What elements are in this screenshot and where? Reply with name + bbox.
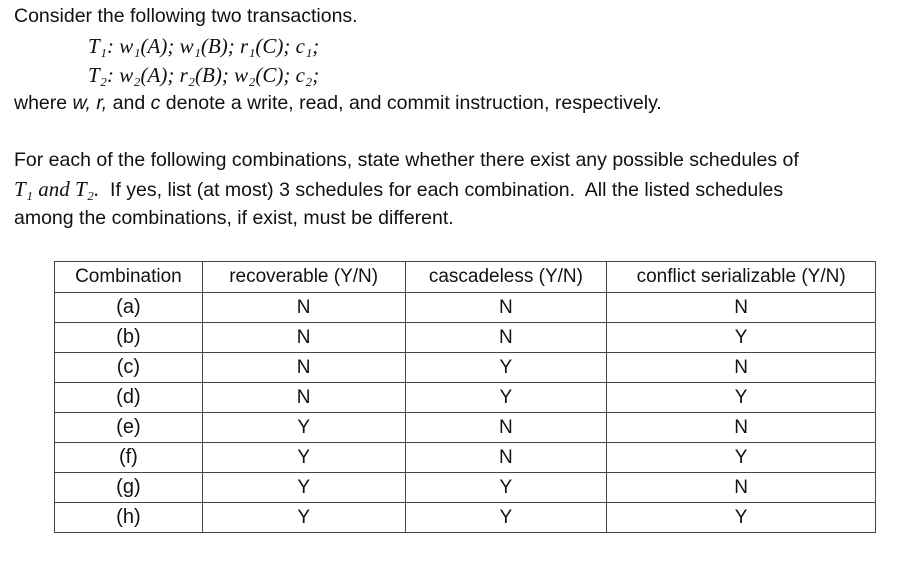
cell-combination: (b) (55, 323, 203, 353)
table-row (55, 413, 876, 443)
cell-combination: (g) (55, 473, 203, 503)
question-line-2-rest: If yes, list (at most) 3 schedules for each combination. All the listed schedules (99, 179, 784, 201)
table-row (55, 503, 876, 533)
cell-cascadeless: Y (405, 353, 607, 383)
header-cascadeless: cascadeless (Y/N) (405, 262, 607, 293)
legend-and: and (107, 92, 151, 114)
transaction-t2: T₂: w₂(A); r₂(B); w₂(C); c₂; (88, 63, 320, 87)
intro-text: Consider the following two transactions. (14, 5, 358, 27)
table-row (55, 443, 876, 473)
table-row (55, 383, 876, 413)
header-recoverable: recoverable (Y/N) (202, 262, 405, 293)
legend-vars: w, r, (72, 92, 108, 114)
cell-cascadeless: N (405, 323, 607, 353)
cell-conflict-serializable: N (607, 413, 876, 443)
transaction-t1: T₁: w₁(A); w₁(B); r₁(C); c₁; (88, 34, 320, 58)
cell-recoverable: N (202, 323, 405, 353)
cell-recoverable: Y (202, 503, 405, 533)
table-row (55, 353, 876, 383)
cell-recoverable: N (202, 353, 405, 383)
cell-conflict-serializable: N (607, 353, 876, 383)
legend-pre: where (14, 92, 73, 114)
table-header-row (55, 262, 876, 293)
table-row (55, 323, 876, 353)
cell-recoverable: Y (202, 473, 405, 503)
combinations-table (54, 261, 876, 533)
question-transactions: T₁ and T₂. (14, 177, 100, 201)
cell-cascadeless: N (405, 413, 607, 443)
header-combination: Combination (55, 262, 203, 293)
header-conflict-serializable: conflict serializable (Y/N) (607, 262, 876, 293)
cell-conflict-serializable: Y (607, 323, 876, 353)
cell-conflict-serializable: N (607, 473, 876, 503)
cell-cascadeless: N (405, 443, 607, 473)
cell-cascadeless: Y (405, 383, 607, 413)
cell-conflict-serializable: Y (607, 383, 876, 413)
legend-text (14, 91, 662, 115)
legend-c: c (150, 92, 161, 114)
cell-cascadeless: Y (405, 473, 607, 503)
question-line-3: among the combinations, if exist, must be different. (14, 207, 454, 229)
cell-recoverable: Y (202, 443, 405, 473)
cell-combination: (f) (55, 443, 203, 473)
cell-combination: (d) (55, 383, 203, 413)
cell-conflict-serializable: Y (607, 443, 876, 473)
cell-recoverable: N (202, 383, 405, 413)
cell-recoverable: Y (202, 413, 405, 443)
cell-combination: (c) (55, 353, 203, 383)
question-line-2 (14, 177, 783, 202)
cell-cascadeless: Y (405, 503, 607, 533)
cell-cascadeless: N (405, 293, 607, 323)
table-row (55, 293, 876, 323)
cell-combination: (a) (55, 293, 203, 323)
cell-recoverable: N (202, 293, 405, 323)
table-row (55, 473, 876, 503)
cell-combination: (e) (55, 413, 203, 443)
cell-conflict-serializable: N (607, 293, 876, 323)
question-line-1: For each of the following combinations, state whether there exist any possible schedules of (14, 149, 799, 171)
cell-combination: (h) (55, 503, 203, 533)
legend-post: denote a write, read, and commit instruction, respectively. (160, 92, 662, 114)
cell-conflict-serializable: Y (607, 503, 876, 533)
